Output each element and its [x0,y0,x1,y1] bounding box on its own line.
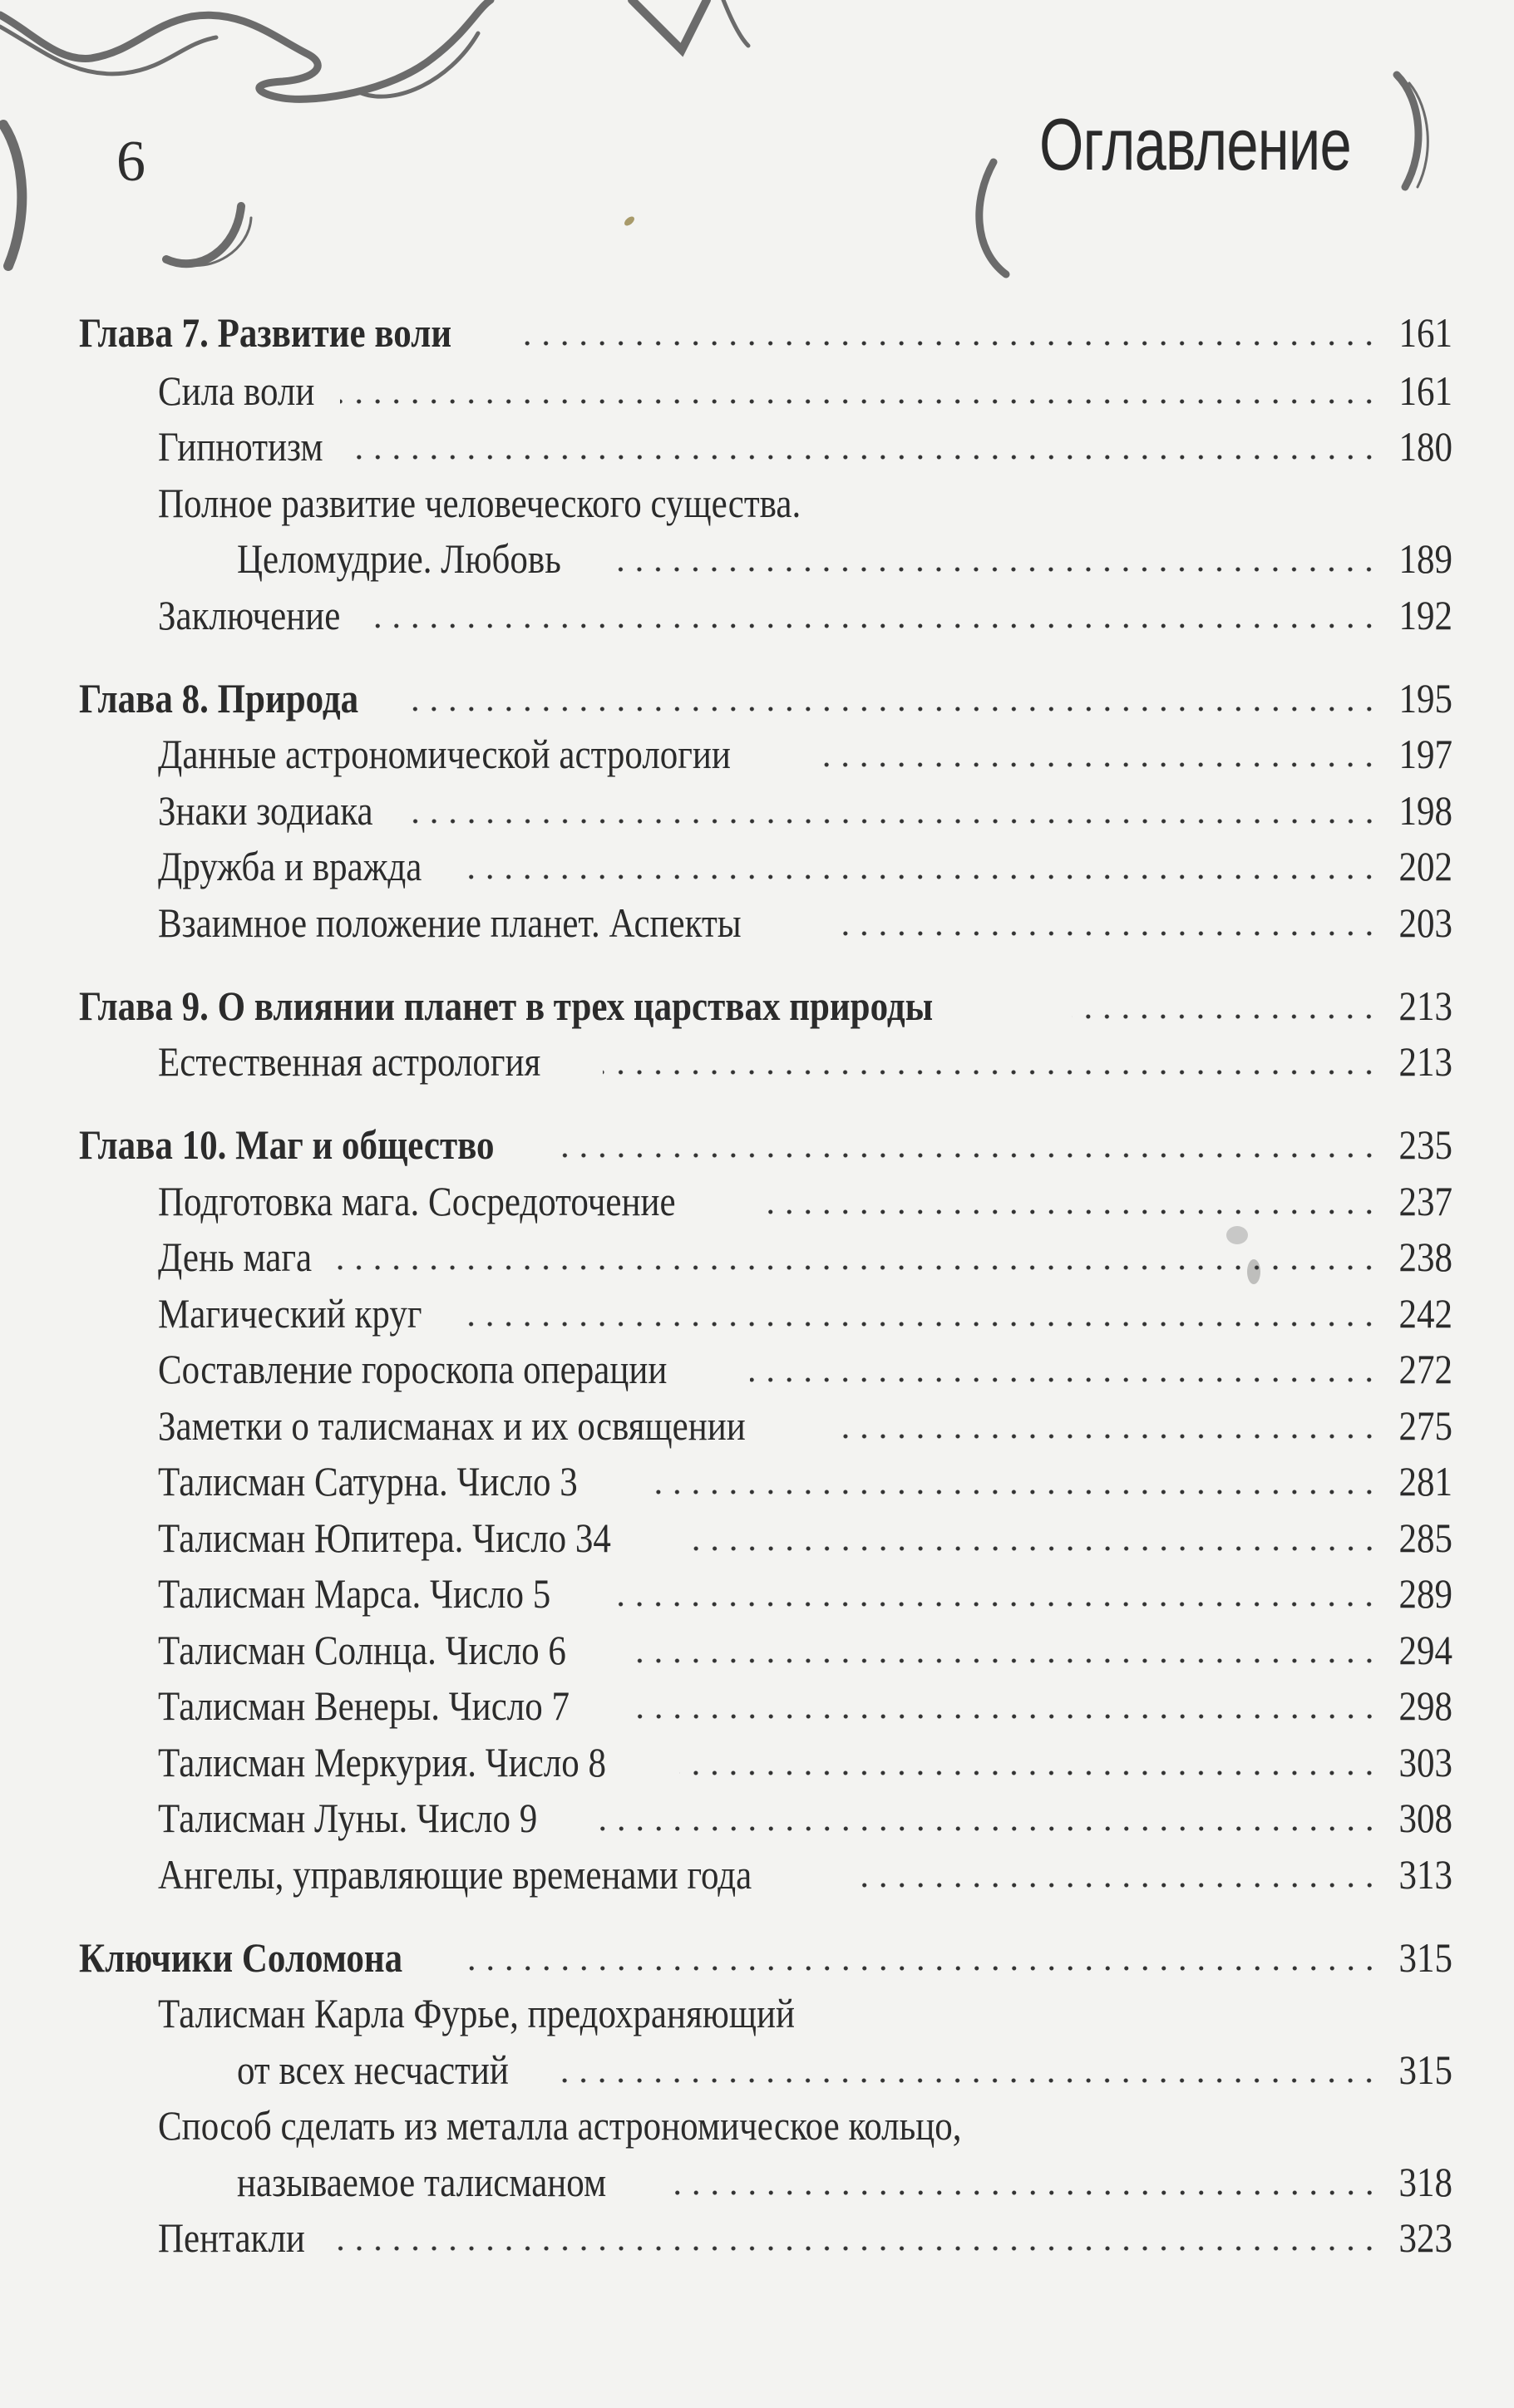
dot-leader [646,1456,1378,1506]
toc-page-number: 197 [1398,731,1452,777]
toc-entry[interactable] [158,1176,1452,1226]
toc-page-number: 192 [1398,592,1452,638]
toc-entry-title: Глава 10. Маг и общество [79,1121,495,1168]
dot-leader [750,1344,1378,1394]
toc-entry-title: Способ сделать из металла астрономическое кольцо, [158,2102,962,2149]
toc-entry-title: Талисман Марса. Число 5 [158,1570,551,1617]
toc-page-number: 294 [1398,1627,1452,1673]
toc-entry-title: Ангелы, управляющие временами года [158,1851,752,1898]
toc-page-number: 203 [1398,899,1452,946]
dot-leader [1072,981,1378,1031]
toc-page-number: 303 [1398,1739,1452,1785]
toc-entry[interactable] [158,590,1452,640]
toc-page-number: 198 [1398,787,1452,834]
toc-page-number: 237 [1398,1178,1452,1224]
toc-page-number: 213 [1398,1038,1452,1085]
dot-leader [633,1625,1378,1675]
dot-leader [456,1933,1379,1982]
toc-entry[interactable] [158,1625,1452,1675]
dot-leader [667,2157,1378,2207]
toc-entry-title: Талисман Луны. Число 9 [158,1795,538,1841]
dot-leader [841,1401,1378,1450]
toc-entry[interactable] [158,898,1452,948]
toc-entry-title: Глава 7. Развитие воли [79,309,452,356]
dot-leader [760,1176,1378,1226]
dot-leader [512,308,1378,357]
toc-chapter-entry[interactable] [79,673,1452,723]
toc-entry[interactable] [158,1456,1452,1506]
toc-page-number: 213 [1398,982,1452,1029]
dot-leader [599,1793,1379,1843]
toc-entry[interactable] [158,366,1452,416]
toc-entry[interactable] [158,1793,1452,1843]
toc-entry[interactable] [158,1568,1452,1618]
dot-leader [824,729,1378,779]
toc-entry-title: Заметки о талисманах и их освящении [158,1402,746,1449]
toc-entry-title: Полное развитие человеческого существа. [158,480,801,526]
toc-entry-title: Заключение [158,592,341,638]
dot-leader [685,1513,1378,1563]
dot-leader [465,1288,1378,1338]
toc-entry-title: Подготовка мага. Сосредоточение [158,1178,676,1224]
toc-entry-title: Пентакли [158,2214,305,2261]
toc-page-number: 242 [1398,1290,1452,1337]
toc-page-number: 189 [1398,535,1452,582]
toc-entry-title: Целомудрие. Любовь [237,535,561,582]
toc-entry-title: День мага [158,1234,313,1280]
dot-leader [370,590,1378,640]
toc-page-number: 272 [1398,1346,1452,1392]
toc-page-number: 285 [1398,1514,1452,1561]
toc-page-number: 161 [1398,367,1452,414]
dot-leader [637,1681,1378,1731]
toc-entry[interactable] [158,1344,1452,1394]
toc-entry[interactable] [158,1037,1452,1086]
toc-page-number: 298 [1398,1682,1452,1729]
dot-leader [408,785,1378,835]
toc-page-number: 238 [1398,1234,1452,1280]
toc-entry-title: Талисман Венеры. Число 7 [158,1682,570,1729]
page-number: 6 [116,130,145,194]
dot-leader [562,1120,1378,1170]
dot-leader [603,1037,1378,1086]
running-title: Оглавление [1039,103,1351,185]
toc-entry[interactable] [158,785,1452,835]
toc-entry[interactable] [158,1849,1452,1899]
toc-entry-title: Составление гороскопа операции [158,1346,668,1392]
toc-page-number: 323 [1398,2214,1452,2261]
toc-entry[interactable] [158,841,1452,891]
toc-entry-title: Дружба и вражда [158,843,422,889]
toc-entry-title: Сила воли [158,367,315,414]
toc-entry[interactable] [158,1988,1452,2038]
dot-leader [679,1737,1378,1787]
dot-leader [836,898,1378,948]
toc-entry-title: называемое талисманом [237,2159,607,2205]
toc-entry[interactable] [158,1232,1452,1282]
toc-chapter-entry[interactable] [79,308,1452,357]
toc-page-number: 202 [1398,843,1452,889]
toc-entry-title: Магический круг [158,1290,422,1337]
paper-speck-icon [623,214,636,227]
dot-leader [553,2045,1378,2095]
toc-entry-title: Данные астрономической астрологии [158,731,731,777]
toc-page-number: 289 [1398,1570,1452,1617]
toc-entry[interactable] [158,1737,1452,1787]
toc-entry[interactable] [158,421,1452,471]
toc-page-number: 315 [1398,2046,1452,2093]
dot-leader [465,841,1378,891]
toc-page-number: 281 [1398,1458,1452,1504]
toc-chapter-entry[interactable] [79,1120,1452,1170]
toc-entry-title: Ключики Соломона [79,1934,403,1981]
toc-entry-title: Талисман Солнца. Число 6 [158,1627,566,1673]
dot-leader [337,1232,1378,1282]
toc-page-number: 318 [1398,2159,1452,2205]
toc-page-number: 180 [1398,423,1452,470]
toc-entry-title: Талисман Сатурна. Число 3 [158,1458,578,1504]
toc-entry[interactable] [237,2045,1452,2095]
toc-page-number: 195 [1398,675,1452,721]
toc-entry-title: Взаимное положение планет. Аспекты [158,899,742,946]
toc-page-number: 275 [1398,1402,1452,1449]
toc-chapter-entry[interactable] [79,981,1452,1031]
toc-entry[interactable] [237,534,1452,584]
toc-entry[interactable] [237,2157,1452,2207]
toc-entry[interactable] [158,729,1452,779]
toc-entry-title: от всех несчастий [237,2046,509,2093]
dot-leader [340,366,1378,416]
dot-leader [404,673,1378,723]
toc-entry[interactable] [158,1513,1452,1563]
toc-page-number: 315 [1398,1934,1452,1981]
dot-leader [614,1568,1378,1618]
toc-entry-title: Гипнотизм [158,423,323,470]
toc-page-number: 313 [1398,1851,1452,1898]
toc-chapter-entry[interactable] [79,1933,1452,1982]
toc-entry[interactable] [158,1288,1452,1338]
toc-entry[interactable] [158,2100,1452,2150]
dot-leader [350,421,1378,471]
dot-leader [614,534,1378,584]
toc-entry[interactable] [158,478,1452,528]
toc-entry-title: Талисман Карла Фурье, предохраняющий [158,1990,796,2036]
toc-entry-title: Глава 8. Природа [79,675,359,721]
toc-entry[interactable] [158,1401,1452,1450]
toc-entry[interactable] [158,2213,1452,2263]
toc-entry[interactable] [158,1681,1452,1731]
toc-page-number: 235 [1398,1121,1452,1168]
toc-entry-title: Естественная астрология [158,1038,541,1085]
toc-entry-title: Талисман Юпитера. Число 34 [158,1514,611,1561]
toc-entry-title: Талисман Меркурия. Число 8 [158,1739,607,1785]
toc-entry-title: Знаки зодиака [158,787,373,834]
toc-page-number: 308 [1398,1795,1452,1841]
toc-entry-title: Глава 9. О влиянии планет в трех царствах природы [79,982,934,1029]
dot-leader [849,1849,1378,1899]
toc-page-number: 161 [1398,309,1452,356]
dot-leader [329,2213,1378,2263]
